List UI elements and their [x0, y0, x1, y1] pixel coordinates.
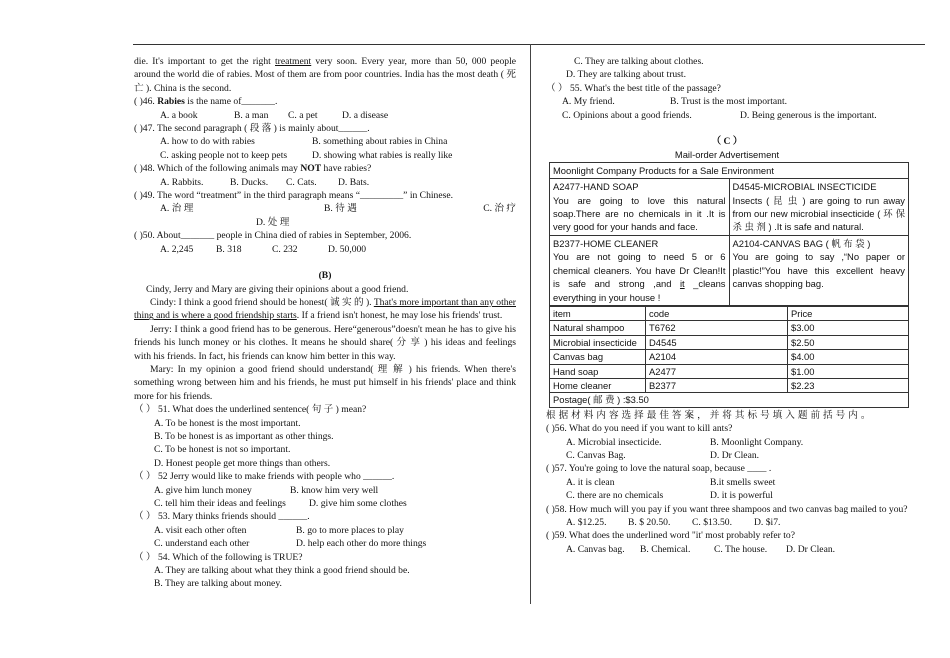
passage-a-paragraph: die. It's important to get the right treatment very soon. Every year, more than 50, 000 people around the world die of rabies. Most of them are from poor countries. India has the most death ( 死 亡 ). China is the second.: [134, 56, 516, 94]
option[interactable]: A. 治 理: [160, 203, 194, 215]
price-header-row: item code Price: [550, 306, 909, 320]
left-column: [134, 55, 516, 591]
right-column: [546, 55, 908, 556]
product-desc: You are going to say ,“No paper or plastic!”You have this excellent heavy canvas shopping bag.: [732, 251, 905, 290]
question-46: ( )46. Rabies is the name of_______. A. a book B. a man C. a pet D. a disease: [134, 95, 516, 122]
option[interactable]: D. Dr Clean.: [786, 543, 836, 555]
option[interactable]: B. They are talking about money.: [154, 578, 282, 590]
option[interactable]: D. Bats.: [338, 176, 370, 188]
option[interactable]: C. there are no chemicals: [566, 490, 664, 502]
option[interactable]: C. The house.: [714, 543, 768, 555]
passage-b-mary: Mary: In my opinion a good friend should understand( 理 解 ) his friends. When there's something wrong between him and his friends, he must put himself in his friends' place and think more for his friends.: [134, 363, 516, 402]
table-row: Hand soap A2477 $1.00: [550, 364, 909, 378]
question-51: （ ） 51. What does the underlined sentence( 句 子 ) mean? A. To be honest is the most important. B. To be honest is as important as other things. C. To be honest is not so important. D. Honest people get more things than others.: [134, 403, 516, 470]
product-hand-soap: [550, 179, 730, 236]
top-rule: [133, 44, 925, 45]
option[interactable]: C. understand each other: [154, 538, 250, 550]
option[interactable]: B. Trust is the most important.: [670, 96, 788, 108]
option[interactable]: A. it is clean: [566, 476, 615, 488]
option[interactable]: A. Canvas bag.: [566, 543, 625, 555]
underlined-sentence: That's more important than any other thing and is where a good friendship starts: [134, 296, 516, 322]
option[interactable]: D. They are talking about trust.: [566, 69, 686, 81]
product-name: A2104-CANVAS BAG ( 帆 布 袋 ): [732, 237, 871, 249]
option[interactable]: A. give him lunch money: [154, 484, 252, 496]
option[interactable]: D. a disease: [342, 109, 389, 121]
option[interactable]: A. $12.25.: [566, 517, 607, 528]
option[interactable]: D. $i7.: [754, 517, 781, 528]
option[interactable]: C. tell him their ideas and feelings: [154, 498, 286, 509]
section-b-heading: (B): [318, 270, 332, 282]
column-divider: [530, 44, 531, 604]
question-50: ( )50. About_______ people in China died of rabies in September, 2006. A. 2,245 B. 318 C. 232 D. 50,000: [134, 230, 412, 255]
option[interactable]: B.it smells sweet: [710, 476, 776, 488]
product-canvas-bag: [729, 235, 909, 305]
option[interactable]: C. Cats.: [286, 176, 317, 188]
postage-row: Postage( 邮 费 ) :$3.50: [550, 393, 909, 407]
product-insecticide: [729, 179, 909, 236]
product-home-cleaner: [550, 235, 730, 305]
option[interactable]: A. Rabbits.: [160, 176, 204, 188]
passage-b-jerry: Jerry: I think a good friend has to be generous. Here“generous”doesn't mean he has to give his friends his lunch money or his clothes. It means he should share( 分 享 ) his ideas and feelings with his friends. In fact, his friends can know him better in this way.: [134, 323, 516, 362]
table-row: Natural shampoo T6762 $3.00: [550, 321, 909, 335]
ad-header: Moonlight Company Products for a Sale Environment: [550, 162, 909, 178]
option[interactable]: D. Honest people get more things than others.: [154, 457, 331, 469]
option[interactable]: B. a man: [234, 109, 269, 121]
question-59: ( )59. What does the underlined word "it' most probably refer to? A. Canvas bag. B. Chemical. C. The house. D. Dr Clean.: [546, 530, 836, 555]
option[interactable]: B. $ 20.50.: [628, 517, 671, 528]
option[interactable]: D. 50,000: [328, 243, 367, 255]
option[interactable]: B. To be honest is as important as other things.: [154, 430, 334, 442]
option[interactable]: D. help each other do more things: [296, 538, 427, 550]
product-desc: You are not going to need 5 or 6 chemical cleaners. You have Dr Clean!It is safe and strong ,and it _cleans everything in your house !: [553, 251, 726, 303]
option[interactable]: C. To be honest is not so important.: [154, 444, 291, 456]
product-name: B2377-HOME CLEANER: [553, 237, 659, 249]
option[interactable]: C. 232: [272, 243, 298, 255]
option[interactable]: B. Ducks.: [230, 176, 269, 188]
table-row: Canvas bag A2104 $4.00: [550, 350, 909, 364]
option[interactable]: D. Dr Clean.: [710, 449, 760, 461]
table-row: Microbial insecticide D4545 $2.50: [550, 335, 909, 349]
option[interactable]: A. visit each other often: [154, 524, 247, 536]
option[interactable]: D. give him some clothes: [309, 498, 407, 509]
option[interactable]: C. $13.50.: [692, 517, 732, 528]
product-desc: Insects ( 昆 虫 ) are going to run away from our new microbial insecticide ( 环 保 杀 虫 剂 ) .It is safe and natural.: [732, 194, 905, 233]
option[interactable]: B. Chemical.: [640, 543, 691, 555]
option[interactable]: D. 处 理: [256, 216, 290, 228]
question-58: ( )58. How much will you pay if you want three shampoos and two canvas bag mailed to you? A. $12.25. B. $ 20.50. C. $13.50. D. $i7.: [546, 503, 908, 528]
question-54: （ ） 54. Which of the following is TRUE? A. They are talking about what they think a good friend should be. B. They are talking about money.: [134, 551, 516, 591]
product-name: A2477-HAND SOAP: [553, 181, 639, 193]
option[interactable]: C. Canvas Bag.: [566, 449, 626, 461]
price-table: [549, 306, 909, 408]
option[interactable]: B. go to more places to play: [296, 524, 404, 536]
question-47: ( )47. The second paragraph ( 段 落 ) is mainly about______. A. how to do with rabies B. something about rabies in China C. asking people not to keep pets D. showing what rabies is really like: [134, 123, 453, 161]
question-57: ( )57. You're going to love the natural soap, because ____ . A. it is clean B.it smells sweet C. there are no chemicals D. it is powerful: [546, 463, 776, 502]
option[interactable]: C. a pet: [288, 109, 318, 121]
option[interactable]: B. something about rabies in China: [312, 136, 448, 148]
option[interactable]: A. 2,245: [160, 243, 194, 255]
option[interactable]: D. it is powerful: [710, 490, 773, 502]
option[interactable]: B. 待 遇: [324, 203, 357, 215]
product-desc: You are going to love this natural soap.There are no chemicals in it .It is very good for your hands and face.: [553, 194, 726, 233]
ad-title: Mail-order Advertisement: [674, 149, 780, 161]
option[interactable]: D. Being generous is the important.: [740, 109, 877, 121]
option[interactable]: B. know him very well: [290, 484, 379, 496]
question-56: ( )56. What do you need if you want to kill ants? A. Microbial insecticide. B. Moonlight Company. C. Canvas Bag. D. Dr Clean.: [546, 423, 804, 461]
product-name: D4545-MICROBIAL INSECTICIDE: [732, 181, 877, 193]
passage-b-cindy: Cindy: I think a good friend should be honest( 诚 实 的 ). That's more important than any other thing and is where a good friendship starts. If a friend isn't honest, he may lose his friends' trust.: [134, 296, 516, 322]
instructions: 根据材料内容选择最佳答案，并将其标号填入题前括号内。: [546, 409, 874, 421]
table-row: Home cleaner B2377 $2.23: [550, 378, 909, 392]
option[interactable]: C. asking people not to keep pets: [160, 149, 288, 161]
question-48: ( )48. Which of the following animals may NOT have rabies? A. Rabbits. B. Ducks. C. Cats. D. Bats.: [134, 163, 372, 188]
underlined-word-treatment: treatment: [275, 56, 312, 67]
option[interactable]: A. My friend.: [562, 96, 615, 108]
option[interactable]: A. how to do with rabies: [160, 136, 255, 148]
option[interactable]: A. They are talking about what they think a good friend should be.: [154, 565, 410, 577]
option[interactable]: C. They are talking about clothes.: [574, 56, 704, 67]
option[interactable]: B. 318: [216, 243, 242, 255]
option[interactable]: B. Moonlight Company.: [710, 436, 804, 448]
question-53: （ ） 53. Mary thinks friends should ______. A. visit each other often B. go to more places to play C. understand each other D. help each other do more things: [134, 511, 427, 550]
option[interactable]: C. 治 疗: [483, 203, 516, 215]
option[interactable]: A. a book: [160, 109, 198, 121]
underlined-word-it: it: [679, 278, 685, 290]
option[interactable]: A. Microbial insecticide.: [566, 436, 662, 448]
option[interactable]: D. showing what rabies is really like: [312, 149, 453, 161]
question-55: （ ） 55. What's the best title of the passage? A. My friend. B. Trust is the most important. C. Opinions about a good friends. D. Being generous is the important.: [546, 82, 877, 121]
product-ad-table: [549, 162, 909, 306]
option[interactable]: C. Opinions about a good friends.: [562, 109, 692, 121]
option[interactable]: A. To be honest is the most important.: [154, 417, 301, 429]
section-c-heading: （ C ）: [711, 136, 743, 148]
passage-b-intro: Cindy, Jerry and Mary are giving their opinions about a good friend.: [146, 283, 409, 295]
question-52: （ ） 52 Jerry would like to make friends with people who ______. A. give him lunch money B. know him very well C. tell him their ideas and feelings D. give him some clothes: [134, 471, 407, 509]
question-49: ( )49. The word “treatment” in the third paragraph means “_________” in Chinese. A. 治 理 B. 待 遇 C. 治 疗 D. 处 理: [134, 190, 516, 228]
